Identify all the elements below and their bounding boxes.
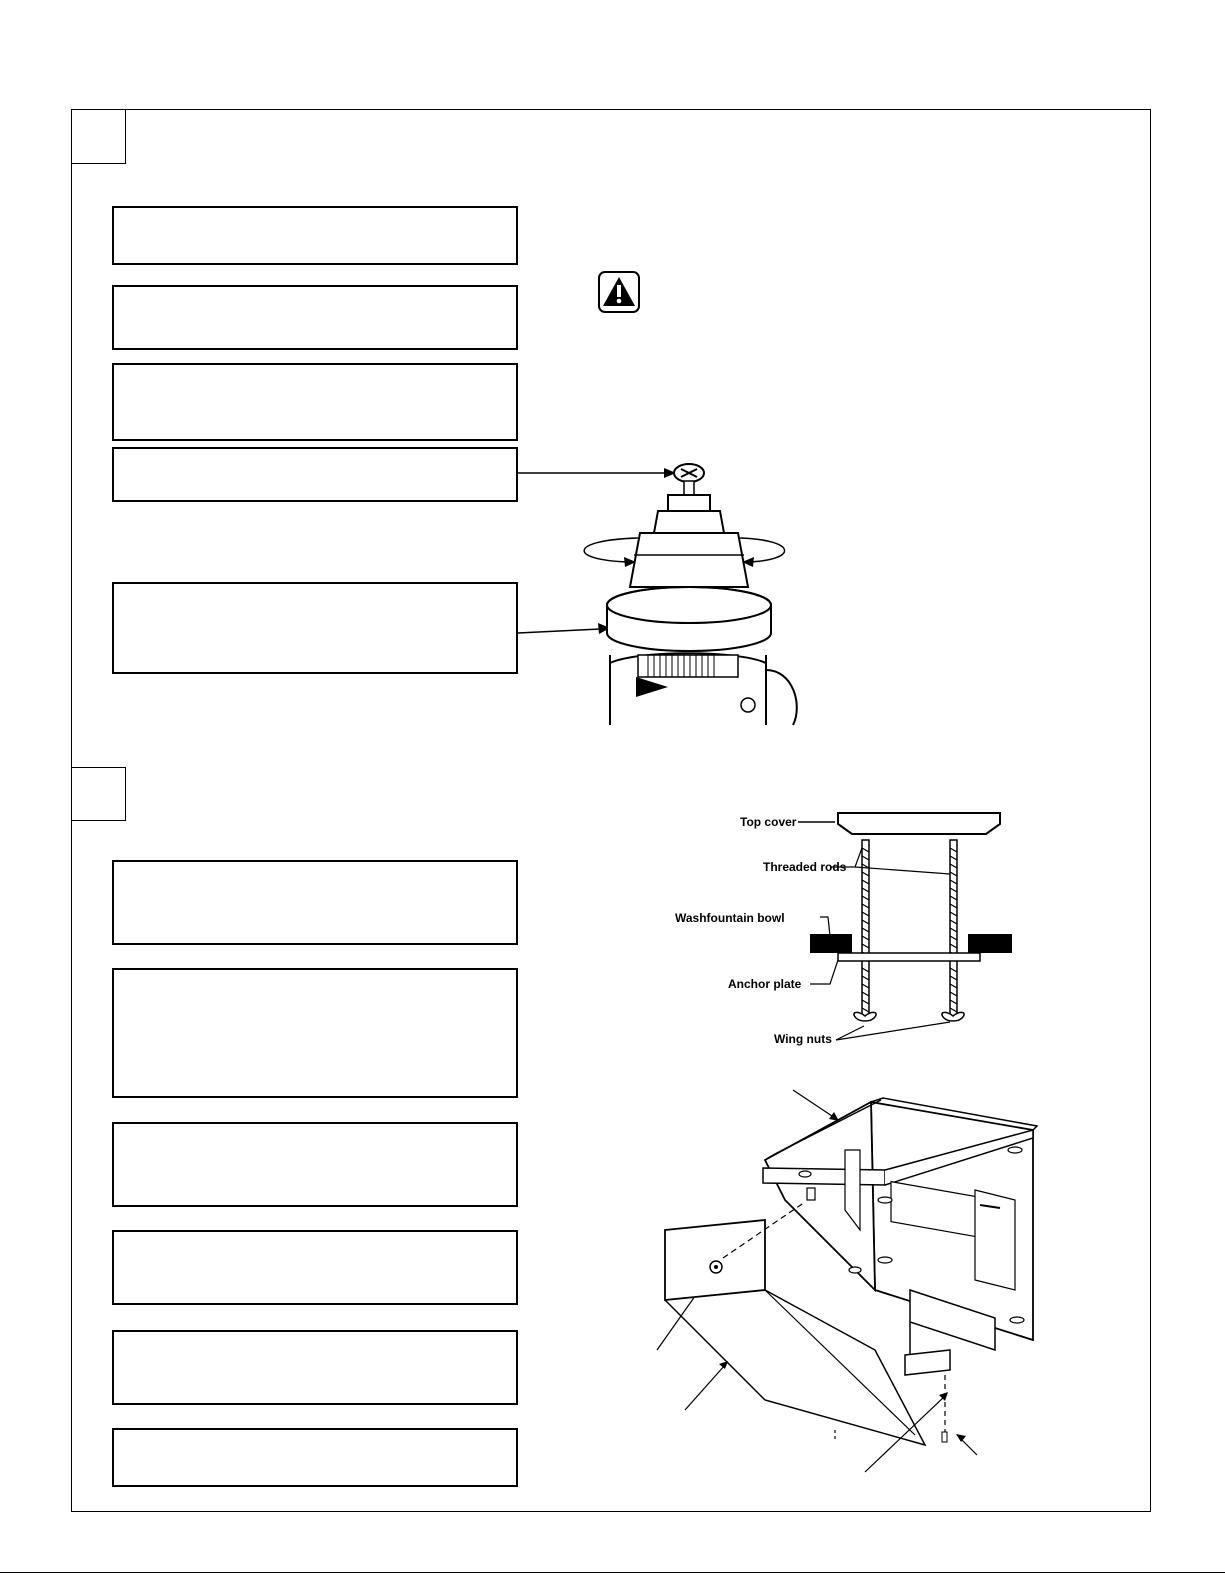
step-2-tab — [72, 767, 126, 821]
anchor-plate-diagram — [670, 808, 1030, 1068]
step-2-instruction-box-4 — [112, 1230, 518, 1305]
step-1-instruction-box-3 — [112, 363, 518, 441]
mounting-bracket-diagram — [655, 1090, 1055, 1485]
label-threaded-rods: Threaded rods — [763, 860, 847, 874]
step-2-instruction-box-5 — [112, 1330, 518, 1405]
step-1-instruction-box-4 — [112, 447, 518, 502]
step-1-instruction-box-2 — [112, 285, 518, 350]
label-washfountain-bowl: Washfountain bowl — [675, 911, 785, 925]
step-2-instruction-box-2 — [112, 968, 518, 1098]
warning-icon — [597, 270, 641, 314]
step-1-instruction-box-5 — [112, 582, 518, 674]
step-1-instruction-box-1 — [112, 206, 518, 265]
label-anchor-plate: Anchor plate — [728, 977, 802, 991]
label-wing-nuts: Wing nuts — [774, 1032, 832, 1046]
step-1-tab — [72, 110, 126, 164]
screw-icon — [674, 464, 704, 495]
step-2-instruction-box-6 — [112, 1428, 518, 1487]
label-top-cover: Top cover — [740, 815, 797, 829]
step-2-instruction-box-1 — [112, 860, 518, 945]
threaded-rods — [862, 840, 957, 1018]
step-2-instruction-box-3 — [112, 1122, 518, 1207]
footer-rule — [0, 1572, 1225, 1573]
faucet-illustration — [518, 455, 818, 735]
